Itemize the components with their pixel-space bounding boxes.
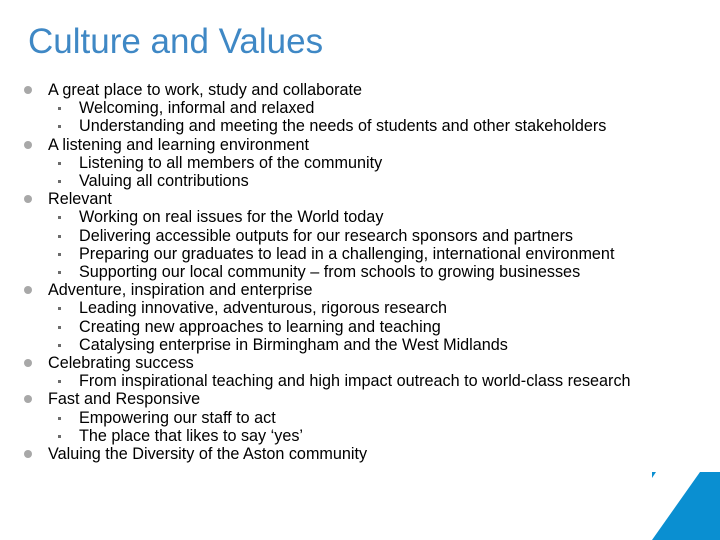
sub-bullet-icon xyxy=(58,235,61,238)
sub-bullet-icon xyxy=(58,162,61,165)
bullet-icon xyxy=(24,195,32,203)
item-text: A great place to work, study and collaborate xyxy=(48,81,363,99)
sub-bullet-icon xyxy=(58,125,61,128)
list-item xyxy=(0,281,720,354)
item-text: Fast and Responsive xyxy=(48,390,201,409)
sub-bullet-icon xyxy=(58,180,61,183)
sub-item: Preparing our graduates to lead in a challenging, international environment xyxy=(0,245,619,263)
sub-bullet-icon xyxy=(58,107,61,110)
bullet-icon xyxy=(24,86,32,94)
item-text: A listening and learning environment xyxy=(48,135,309,154)
sub-item: Valuing all contributions xyxy=(0,172,689,190)
item-text: Valuing the Diversity of the Aston community xyxy=(48,444,368,463)
bullet-icon xyxy=(24,395,32,403)
slide-title: Culture and Values xyxy=(28,22,324,61)
sub-bullet-icon xyxy=(58,216,61,219)
item-text: Relevant xyxy=(48,190,112,209)
list-item xyxy=(0,445,720,463)
sub-item: Leading innovative, adventurous, rigorous research xyxy=(0,299,689,317)
sub-item: Catalysing enterprise in Birmingham and the West Midlands xyxy=(0,336,689,354)
bullet-icon xyxy=(24,286,32,294)
list-item xyxy=(0,354,720,390)
bullet-icon xyxy=(24,141,32,149)
sub-item: Listening to all members of the community xyxy=(0,154,689,172)
sub-bullet-icon xyxy=(58,307,61,310)
sub-item: Understanding and meeting the needs of students and other stakeholders xyxy=(0,117,689,135)
sub-bullet-icon xyxy=(58,271,61,274)
sub-item: Delivering accessible outputs for our research sponsors and partners xyxy=(0,227,689,245)
values-list xyxy=(0,81,720,463)
sub-bullet-icon xyxy=(58,253,61,256)
bullet-icon xyxy=(24,450,32,458)
sub-item: Welcoming, informal and relaxed xyxy=(0,99,689,117)
sub-item: Empowering our staff to act xyxy=(0,409,689,427)
list-item xyxy=(0,136,720,191)
list-item xyxy=(0,190,720,281)
sub-bullet-icon xyxy=(58,326,61,329)
corner-logo-graphic xyxy=(652,472,720,540)
list-item xyxy=(0,390,720,445)
sub-item: Supporting our local community – from schools to growing businesses xyxy=(0,263,689,281)
sub-bullet-icon xyxy=(58,380,61,383)
sub-item: From inspirational teaching and high impact outreach to world-class research xyxy=(0,372,659,390)
sub-bullet-icon xyxy=(58,417,61,420)
sub-item: Creating new approaches to learning and teaching xyxy=(0,318,689,336)
bullet-icon xyxy=(24,359,32,367)
sub-item: The place that likes to say ‘yes’ xyxy=(0,427,689,445)
sub-bullet-icon xyxy=(58,344,61,347)
item-text: Celebrating success xyxy=(48,353,194,372)
item-text: Adventure, inspiration and enterprise xyxy=(48,281,313,300)
sub-bullet-icon xyxy=(58,435,61,438)
list-item xyxy=(0,81,720,136)
sub-item: Working on real issues for the World today xyxy=(0,208,689,226)
